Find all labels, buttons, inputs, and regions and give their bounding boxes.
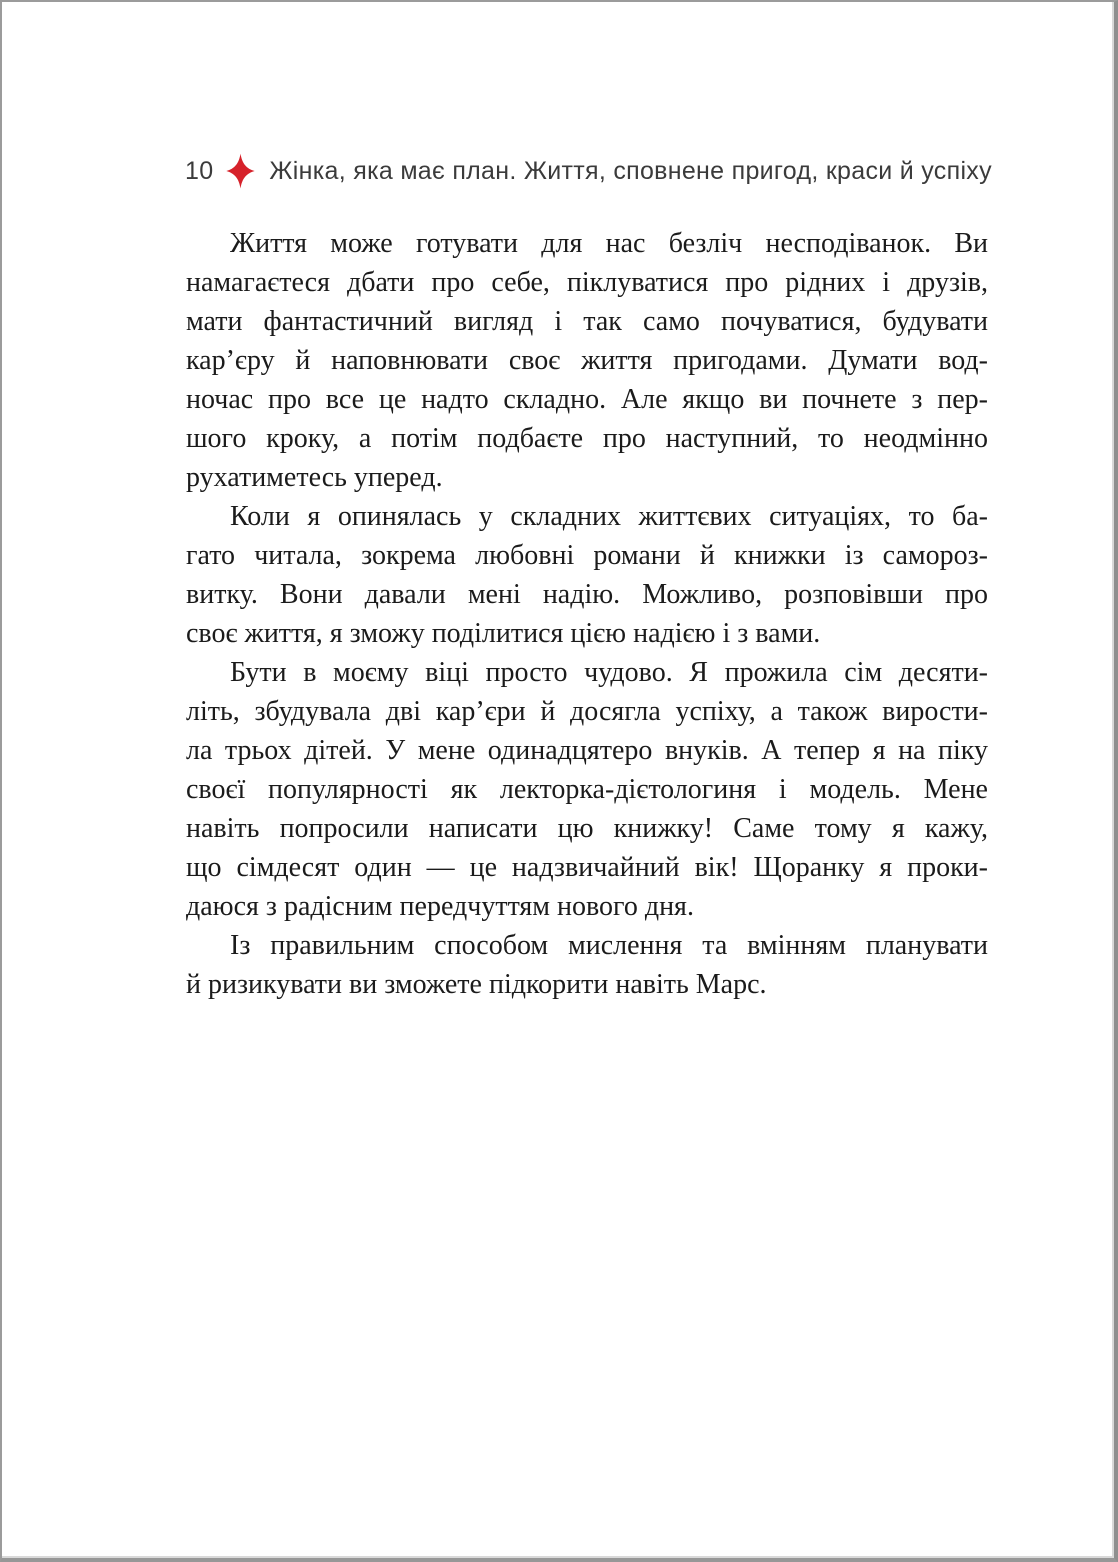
text-line: шого кроку, а потім подбаєте про наступний, то неодмінно (186, 423, 988, 454)
text-line: витку. Вони давали мені надію. Можливо, розповівши про (186, 579, 988, 610)
running-header-title: Жінка, яка має план. Життя, сповнене пригод, краси й успіху (269, 156, 992, 185)
text-line: літь, збудувала дві кар’єри й досягла успіху, а також вирости- (186, 696, 988, 727)
text-line: навіть попросили написати цю книжку! Саме тому я кажу, (186, 813, 988, 844)
diamond-sparkle-icon (225, 153, 256, 189)
body-text (186, 224, 988, 1004)
text-line: ночас про все це надто складно. Але якщо ви почнете з пер- (186, 384, 988, 415)
text-line: Із правильним способом мислення та вмінням планувати (230, 930, 988, 961)
text-line: даюся з радісним передчуттям нового дня. (186, 891, 694, 922)
text-line: рухатиметесь уперед. (186, 462, 443, 493)
page-number: 10 (185, 156, 214, 185)
text-line: намагаєтеся дбати про себе, піклуватися про рідних і друзів, (186, 267, 988, 298)
text-line: гато читала, зокрема любовні романи й книжки із самороз- (186, 540, 988, 571)
paragraph (186, 926, 988, 1004)
text-line: Життя може готувати для нас безліч несподіванок. Ви (230, 228, 988, 259)
text-line: своєї популярності як лекторка-дієтологиня і модель. Мене (186, 774, 988, 805)
running-header (185, 152, 992, 190)
text-line: що сімдесят один — це надзвичайний вік! Щоранку я проки- (186, 852, 988, 883)
text-line: мати фантастичний вигляд і так само почуватися, будувати (186, 306, 988, 337)
paragraph (186, 224, 988, 497)
text-line: своє життя, я зможу поділитися цією надією і з вами. (186, 618, 821, 649)
text-line: й ризикувати ви зможете підкорити навіть Марс. (186, 969, 767, 1000)
paragraph (186, 497, 988, 653)
text-line: кар’єру й наповнювати своє життя пригодами. Думати вод- (186, 345, 988, 376)
text-line: Коли я опинялась у складних життєвих ситуаціях, то ба- (230, 501, 988, 532)
text-line: ла трьох дітей. У мене одинадцятеро внуків. А тепер я на піку (186, 735, 988, 766)
text-line: Бути в моєму віці просто чудово. Я прожила сім десяти- (230, 657, 988, 688)
paragraph (186, 653, 988, 926)
